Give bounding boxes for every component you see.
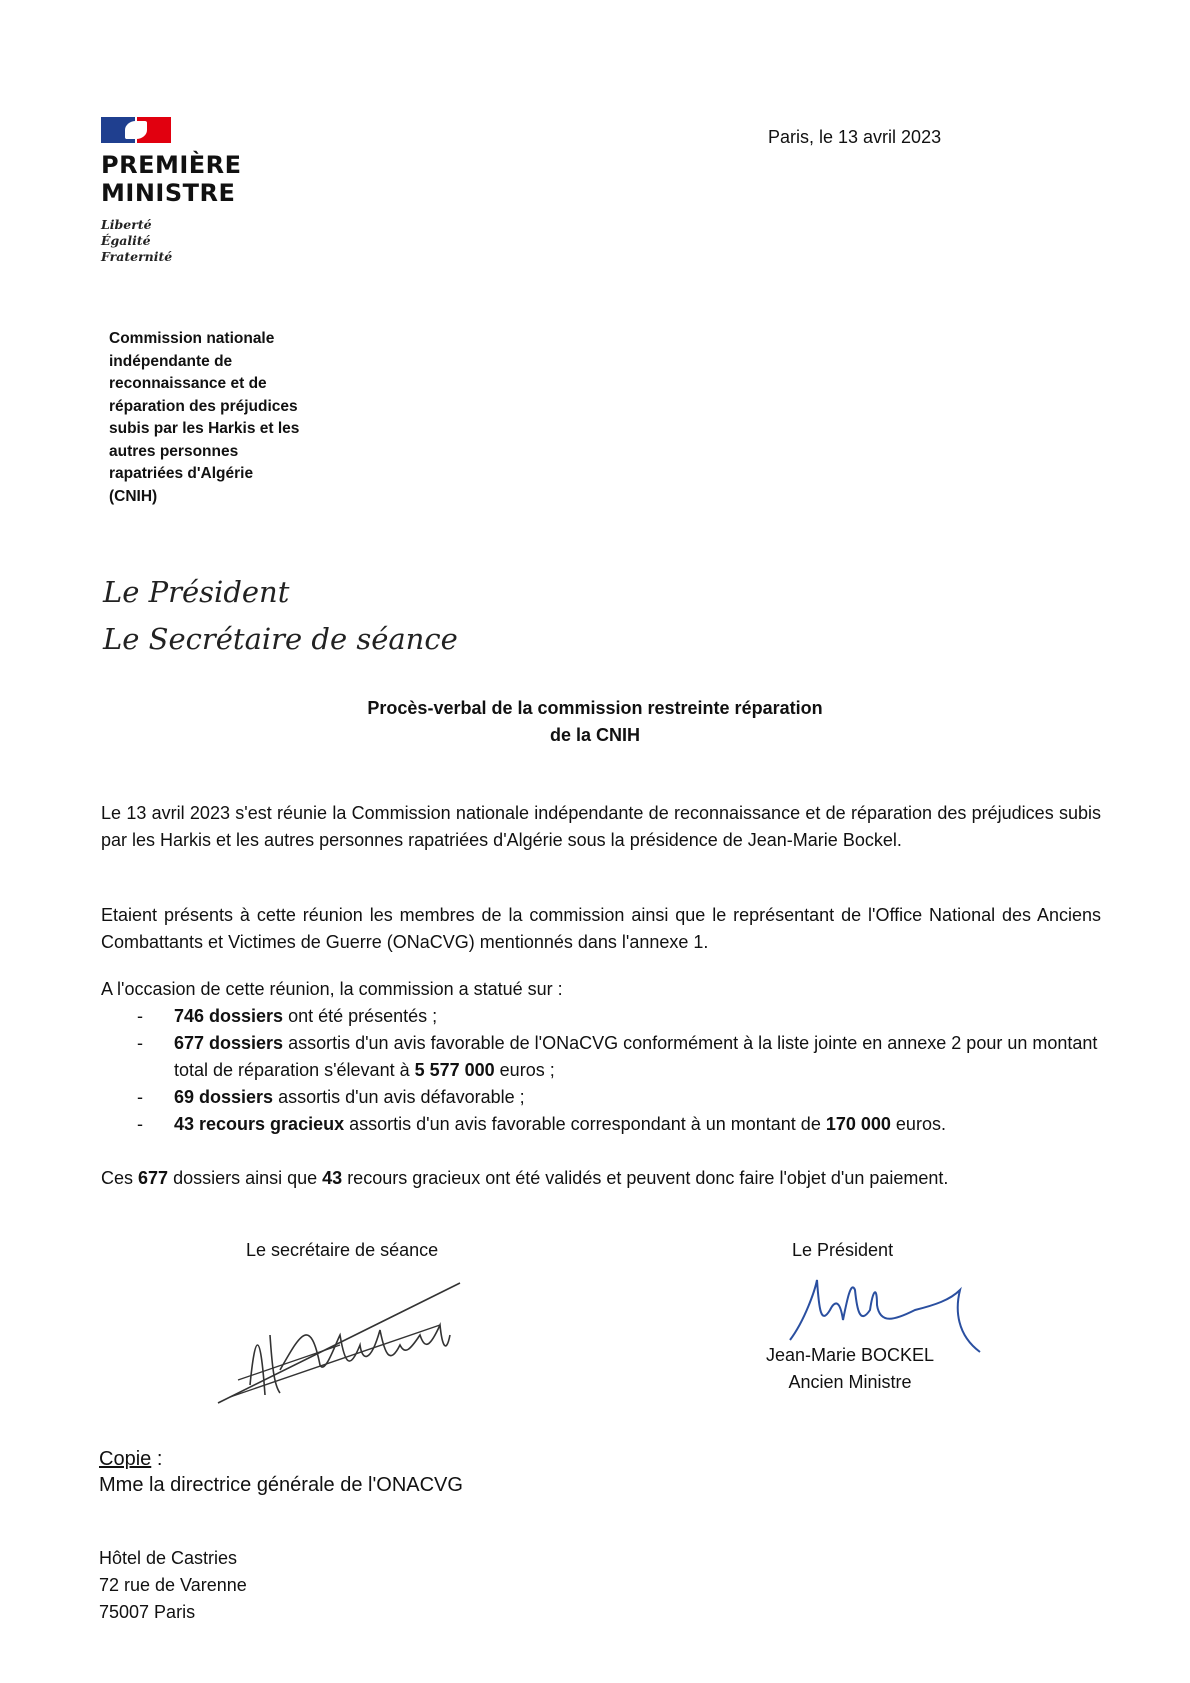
item-bold: 43 recours gracieux xyxy=(174,1114,345,1134)
signer-block xyxy=(700,1342,1000,1396)
commission-line: indépendante de xyxy=(109,352,233,370)
item-amount: 5 577 000 xyxy=(414,1060,495,1080)
commission-line: autres personnes xyxy=(109,442,239,460)
title-line-1: Procès-verbal de la commission restreinte réparation xyxy=(367,698,823,718)
secretary-label: Le secrétaire de séance xyxy=(246,1240,439,1260)
item-bold: 69 dossiers xyxy=(174,1087,274,1107)
item-text: assortis d'un avis favorable correspondant à un montant de xyxy=(344,1114,826,1134)
secretary-signature xyxy=(210,1275,470,1415)
address-line: 72 rue de Varenne xyxy=(99,1575,247,1595)
script-heading-president: Le Président xyxy=(103,575,290,609)
commission-line: rapatriées d'Algérie xyxy=(109,465,254,482)
decisions-list xyxy=(101,1003,1101,1138)
list-item xyxy=(101,1030,1101,1084)
motto-liberte: Liberté xyxy=(101,217,152,232)
motto-egalite: Égalité xyxy=(101,233,151,248)
motto xyxy=(101,217,301,265)
paragraph-meeting: Le 13 avril 2023 s'est réunie la Commission nationale indépendante de reconnaissance et de réparation des préjudices subis par les Harkis et les autres personnes rapatriées d'Algérie sous la présidence de Jean-Marie Bockel. xyxy=(101,803,1101,850)
marianne-flag-icon xyxy=(101,117,173,143)
commission-line: Commission nationale xyxy=(109,330,275,347)
item-amount: 170 000 xyxy=(825,1114,891,1134)
conclusion-count: 43 xyxy=(322,1168,343,1188)
copy-suffix: : xyxy=(151,1448,163,1470)
copy-label: Copie xyxy=(99,1448,152,1470)
document-date: Paris, le 13 avril 2023 xyxy=(768,127,942,147)
item-text: euros ; xyxy=(494,1060,555,1080)
conclusion-text: recours gracieux ont été validés et peuvent donc faire l'objet d'un paiement. xyxy=(342,1168,949,1188)
signer-title: Ancien Ministre xyxy=(788,1372,912,1392)
item-text: assortis d'un avis favorable de l'ONaCVG conformément à la liste jointe en annexe 2 pour un montant total de réparation s'élevant à xyxy=(174,1033,1098,1080)
paragraph-attendees: Etaient présents à cette réunion les membres de la commission ainsi que le représentant de l'Office National des Anciens Combattants et Victimes de Guerre (ONaCVG) mentionnés dans l'annexe 1. xyxy=(101,905,1101,952)
list-item xyxy=(101,1084,1101,1111)
commission-line: reconnaissance et de xyxy=(109,375,267,392)
government-logo xyxy=(101,117,301,265)
commission-name xyxy=(109,328,339,508)
conclusion-text: Ces xyxy=(101,1168,139,1188)
item-text: assortis d'un avis défavorable ; xyxy=(273,1087,525,1107)
item-bold: 746 dossiers xyxy=(174,1006,284,1026)
ministry-line-2: MINISTRE xyxy=(101,179,236,207)
item-text: ont été présentés ; xyxy=(283,1006,438,1026)
script-heading-secretary: Le Secrétaire de séance xyxy=(103,622,458,656)
document-title xyxy=(0,695,1190,749)
list-item xyxy=(101,1111,1101,1138)
commission-line: subis par les Harkis et les xyxy=(109,420,300,437)
paragraph-decisions-intro: A l'occasion de cette réunion, la commission a statué sur : xyxy=(101,979,563,999)
commission-line: réparation des préjudices xyxy=(109,397,298,415)
paragraph-conclusion xyxy=(101,1165,1101,1192)
list-item xyxy=(101,1003,1101,1030)
address-line: 75007 Paris xyxy=(99,1602,196,1622)
commission-line: (CNIH) xyxy=(109,487,158,505)
ministry-name xyxy=(101,151,301,207)
president-label: Le Président xyxy=(792,1240,894,1260)
signer-name: Jean-Marie BOCKEL xyxy=(765,1345,935,1365)
copy-recipient: Mme la directrice générale de l'ONACVG xyxy=(99,1474,463,1496)
title-line-2: de la CNIH xyxy=(549,725,641,745)
address-line: Hôtel de Castries xyxy=(99,1548,238,1568)
motto-fraternite: Fraternité xyxy=(101,249,173,264)
address-block xyxy=(99,1545,247,1626)
copy-block xyxy=(99,1446,463,1498)
conclusion-text: dossiers ainsi que xyxy=(168,1168,323,1188)
ministry-line-1: PREMIÈRE xyxy=(101,151,242,179)
item-bold: 677 dossiers xyxy=(174,1033,284,1053)
conclusion-count: 677 xyxy=(138,1168,169,1188)
item-text: euros. xyxy=(890,1114,946,1134)
